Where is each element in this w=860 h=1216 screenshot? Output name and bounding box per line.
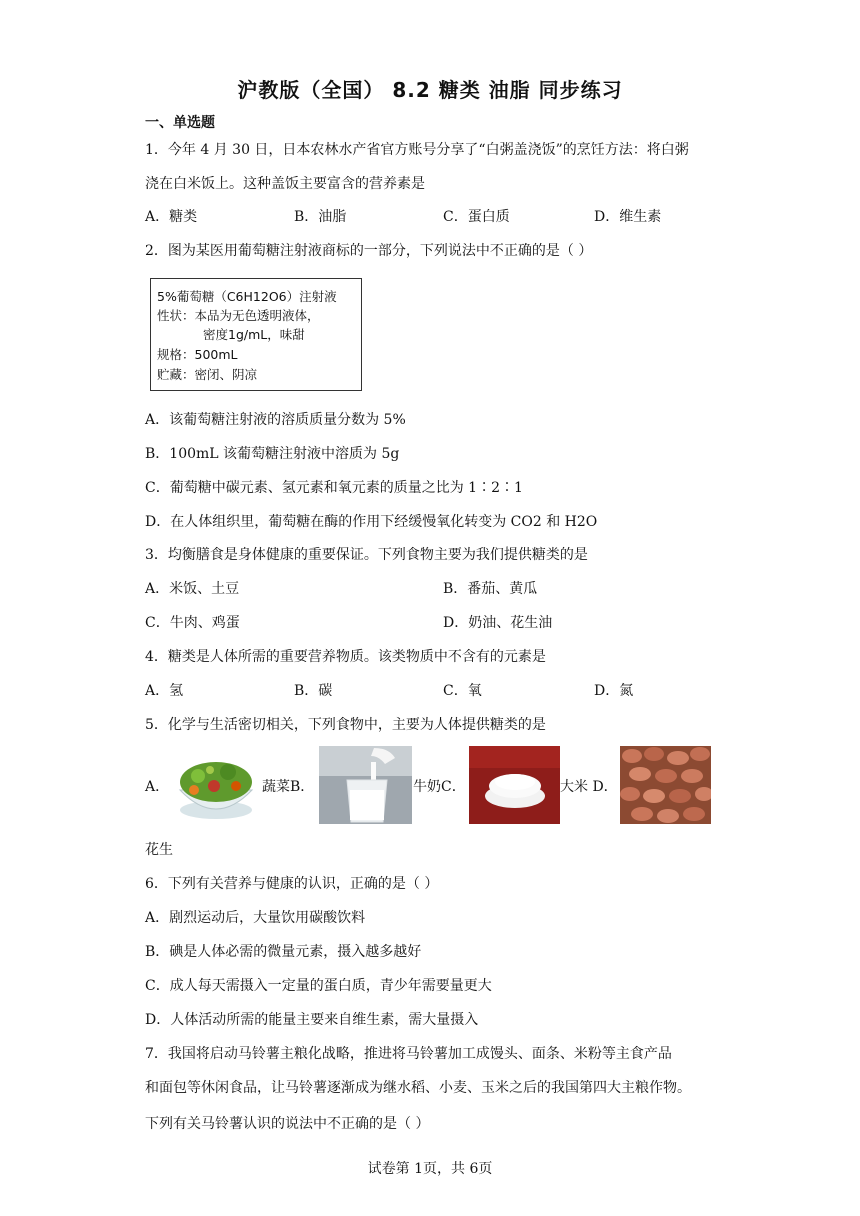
q5-option-d-text[interactable]: 花生 — [145, 842, 173, 858]
section-heading: 一、单选题 — [145, 115, 215, 131]
label-line5: 贮藏：密闭、阴凉 — [157, 367, 258, 382]
glucose-label-image — [150, 278, 362, 391]
q5-option-a-text[interactable]: 蔬菜B． — [262, 779, 315, 795]
q2-option-b[interactable]: B．100mL 该葡萄糖注射液中溶质为 5g — [145, 446, 400, 462]
q7-line2: 和面包等休闲食品，让马铃薯逐渐成为继水稻、小麦、玉米之后的我国第四大主粮作物。 — [145, 1080, 691, 1096]
q6-stem: 6．下列有关营养与健康的认识，正确的是（ ） — [145, 876, 439, 892]
label-line2: 性状：本品为无色透明液体， — [157, 308, 320, 323]
milk-image — [319, 746, 412, 824]
q5-option-c-text[interactable]: 大米 D． — [560, 779, 618, 795]
q6-option-a[interactable]: A．剧烈运动后，大量饮用碳酸饮料 — [145, 910, 366, 926]
q4-option-a[interactable]: A．氢 — [145, 683, 184, 699]
q1-line2: 浇在白米饭上。这种盖饭主要富含的营养素是 — [145, 176, 425, 192]
q4-option-c[interactable]: C．氧 — [443, 683, 482, 699]
q7-line3: 下列有关马铃薯认识的说法中不正确的是（ ） — [145, 1116, 430, 1132]
q3-stem: 3．均衡膳食是身体健康的重要保证。下列食物主要为我们提供糖类的是 — [145, 547, 588, 563]
q1-option-c[interactable]: C．蛋白质 — [443, 209, 510, 225]
q3-option-d[interactable]: D．奶油、花生油 — [443, 615, 553, 631]
q3-option-a[interactable]: A．米饭、土豆 — [145, 581, 240, 597]
q2-option-c[interactable]: C．葡萄糖中碳元素、氢元素和氧元素的质量之比为 1∶2∶1 — [145, 480, 523, 496]
q4-option-d[interactable]: D．氮 — [594, 683, 634, 699]
label-line4: 规格：500mL — [157, 347, 238, 362]
label-line3: 密度1g/mL，味甜 — [203, 327, 305, 342]
q2-stem: 2．图为某医用葡萄糖注射液商标的一部分，下列说法中不正确的是（ ） — [145, 243, 593, 259]
q1-option-d[interactable]: D．维生素 — [594, 209, 662, 225]
label-line1: 5%葡萄糖（C6H12O6）注射液 — [157, 289, 337, 304]
vegetable-salad-image — [170, 746, 262, 824]
q3-option-b[interactable]: B．番茄、黄瓜 — [443, 581, 538, 597]
q6-option-b[interactable]: B．碘是人体必需的微量元素，摄入越多越好 — [145, 944, 422, 960]
peanuts-image — [620, 746, 711, 824]
q5-option-b-text[interactable]: 牛奶C． — [413, 779, 466, 795]
q3-option-c[interactable]: C．牛肉、鸡蛋 — [145, 615, 240, 631]
q2-option-a[interactable]: A．该葡萄糖注射液的溶质质量分数为 5% — [145, 412, 406, 428]
page-title: 沪教版（全国） 8.2 糖类 油脂 同步练习 — [237, 78, 623, 102]
q4-option-b[interactable]: B．碳 — [294, 683, 333, 699]
q1-line1: 1．今年 4 月 30 日，日本农林水产省官方账号分享了“白粥盖浇饭”的烹饪方法：将白粥 — [145, 142, 689, 158]
rice-image — [469, 746, 560, 824]
q6-option-d[interactable]: D．人体活动所需的能量主要来自维生素，需大量摄入 — [145, 1012, 479, 1028]
q1-option-a[interactable]: A．糖类 — [145, 209, 198, 225]
q4-stem: 4．糖类是人体所需的重要营养物质。该类物质中不含有的元素是 — [145, 649, 546, 665]
q6-option-c[interactable]: C．成人每天需摄入一定量的蛋白质，青少年需要量更大 — [145, 978, 492, 994]
q5-stem: 5．化学与生活密切相关，下列食物中，主要为人体提供糖类的是 — [145, 717, 546, 733]
q1-option-b[interactable]: B．油脂 — [294, 209, 347, 225]
q7-line1: 7．我国将启动马铃薯主粮化战略，推进将马铃薯加工成馒头、面条、米粉等主食产品 — [145, 1046, 672, 1062]
page-footer: 试卷第 1页，共 6页 — [367, 1161, 493, 1177]
q5-option-a-letter[interactable]: A． — [145, 779, 170, 795]
q2-option-d[interactable]: D．在人体组织里，葡萄糖在酶的作用下经缓慢氧化转变为 CO2 和 H2O — [145, 514, 598, 530]
